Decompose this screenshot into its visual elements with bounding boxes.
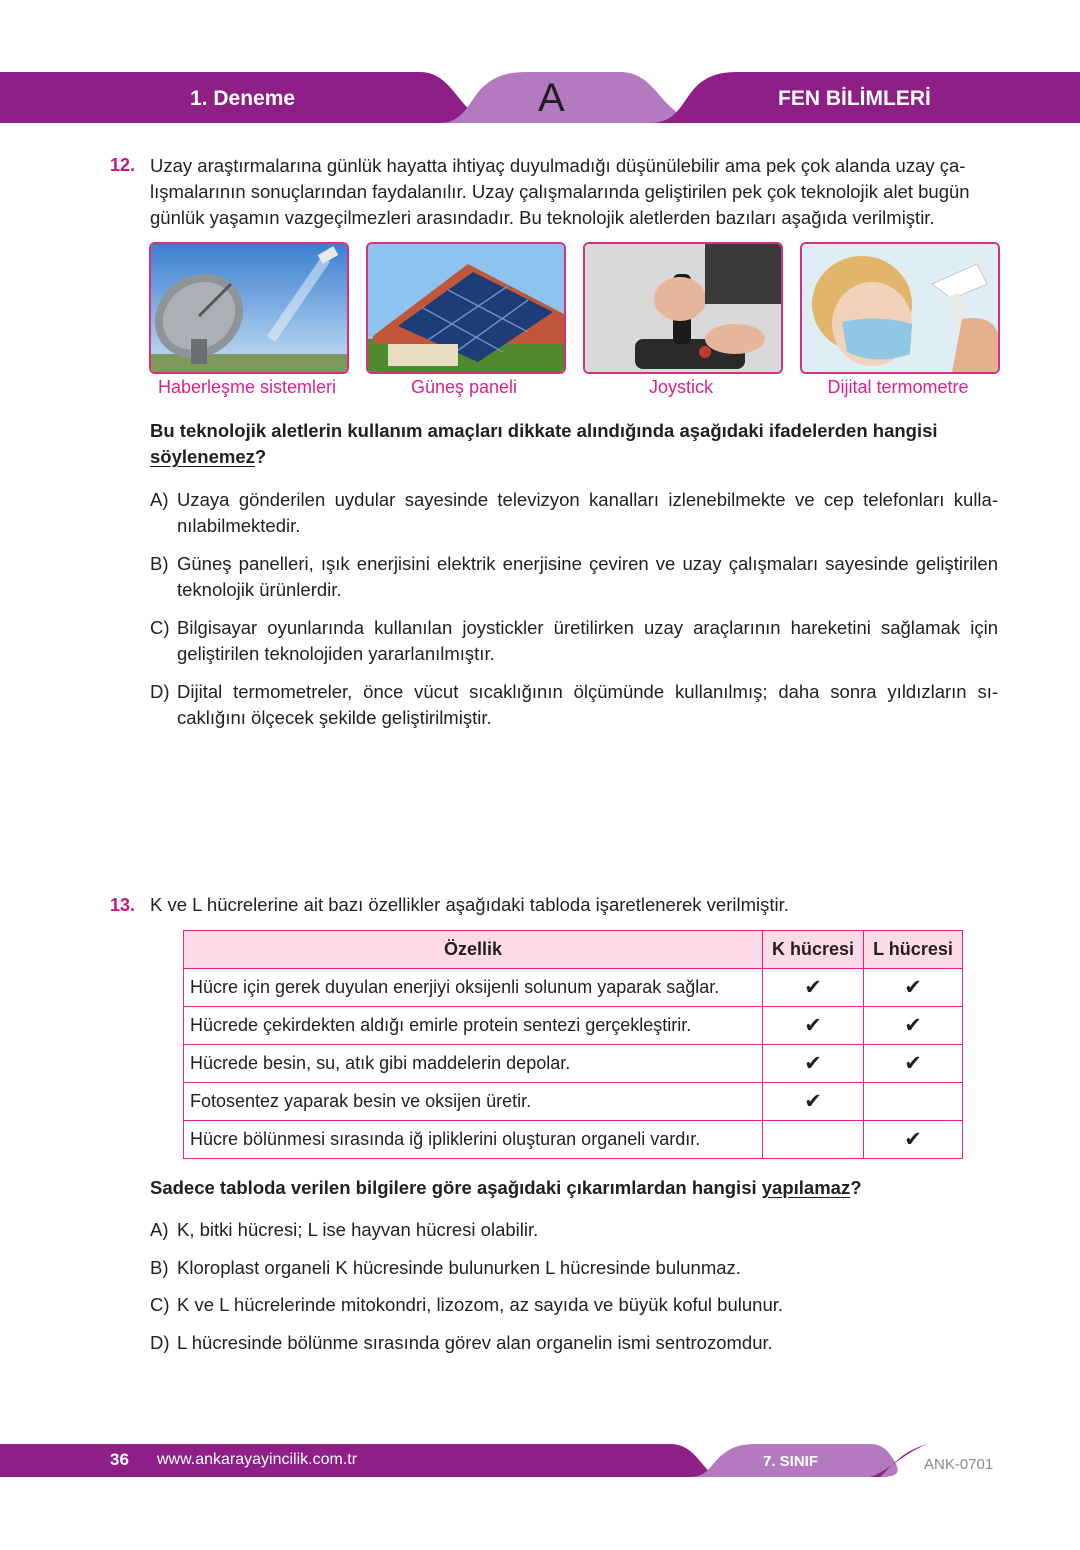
q12-intro-line: lışmalarının sonuçlarından faydalanılır. Uzay çalışmalarında geliştirilen pek çok teknolojik alet bugün — [150, 181, 970, 202]
option-letter: B) — [150, 553, 169, 574]
solar-panel-icon — [368, 244, 564, 372]
l-check-cell: ✔ — [864, 1045, 963, 1083]
picture-solar-panel — [366, 242, 566, 374]
q13-question — [150, 1175, 998, 1201]
option-letter: A) — [150, 489, 169, 510]
q12-question — [150, 418, 998, 470]
properties-table — [183, 930, 963, 1159]
property-cell: Fotosentez yaparak besin ve oksijen üretir. — [184, 1083, 763, 1121]
satellite-dish-icon — [151, 244, 347, 372]
q13-number: 13. — [110, 895, 136, 915]
q12-question-line: Bu teknolojik aletlerin kullanım amaçları dikkate alındığında aşağıdaki ifadelerden hangisi — [150, 420, 938, 441]
k-check-cell: ✔ — [763, 1007, 864, 1045]
header-right-title: FEN BİLİMLERİ — [778, 87, 931, 110]
q12-option-c[interactable] — [150, 615, 998, 667]
table-row — [184, 1083, 963, 1121]
option-letter: D) — [150, 1332, 170, 1353]
q13-option-d[interactable] — [150, 1330, 998, 1356]
joystick-icon — [585, 244, 781, 372]
q13-option-b[interactable] — [150, 1255, 998, 1281]
thermometer-icon — [802, 244, 998, 372]
property-cell: Hücre bölünmesi sırasında iğ ipliklerini oluşturan organeli vardır. — [184, 1121, 763, 1159]
table-row — [184, 1045, 963, 1083]
header-left-title: 1. Deneme — [190, 87, 296, 110]
website-link[interactable]: www.ankarayayincilik.com.tr — [157, 1451, 358, 1468]
caption-thermometer: Dijital termometre — [827, 377, 969, 397]
caption-joystick: Joystick — [648, 377, 713, 397]
k-check-cell — [763, 1121, 864, 1159]
k-check-cell: ✔ — [763, 969, 864, 1007]
l-check-cell: ✔ — [864, 1007, 963, 1045]
table-row — [184, 969, 963, 1007]
option-letter: C) — [150, 1294, 170, 1315]
option-text: K ve L hücrelerinde mitokondri, lizozom, az sayıda ve büyük koful bulunur. — [177, 1294, 784, 1315]
q12-option-b[interactable] — [150, 551, 998, 603]
q13-question-mark: ? — [850, 1177, 862, 1198]
picture-communication — [149, 242, 349, 374]
picture-thermometer — [800, 242, 1000, 374]
booklet-letter: A — [538, 76, 565, 120]
q13-option-a[interactable] — [150, 1217, 998, 1243]
q12-intro — [150, 153, 998, 231]
option-text: Bilgisayar oyunlarında kullanılan joystickler üretilirken uzay araçlarının hareketini sağlamak için geliştirilen teknolojiden yararlanılmıştır. — [177, 617, 998, 664]
property-cell: Hücre için gerek duyulan enerjiyi oksijenli solunum yaparak sağlar. — [184, 969, 763, 1007]
option-text: Uzaya gönderilen uydular sayesinde televizyon kanalları izlenebilmekte ve cep telefonları kulla-nılabilmektedir. — [177, 489, 998, 536]
option-text: K, bitki hücresi; L ise hayvan hücresi olabilir. — [177, 1219, 539, 1240]
page-number: 36 — [110, 1450, 129, 1469]
table-row — [184, 1007, 963, 1045]
table-header-row — [184, 931, 963, 969]
k-check-cell: ✔ — [763, 1045, 864, 1083]
option-text: Kloroplast organeli K hücresinde bulunurken L hücresinde bulunmaz. — [177, 1257, 741, 1278]
q13-intro: K ve L hücrelerine ait bazı özellikler aşağıdaki tabloda işaretlenerek verilmiştir. — [150, 894, 789, 915]
option-letter: D) — [150, 681, 170, 702]
option-text: Dijital termometreler, önce vücut sıcaklığının ölçümünde kullanılmış; daha sonra yıldızların sı-caklığını ölçecek şekilde geliştirilmiştir. — [177, 681, 998, 728]
q12-number: 12. — [110, 155, 136, 175]
q12-option-d[interactable] — [150, 679, 998, 731]
l-check-cell: ✔ — [864, 1121, 963, 1159]
caption-communication: Haberleşme sistemleri — [157, 377, 337, 397]
option-letter: A) — [150, 1219, 169, 1240]
option-text: L hücresinde bölünme sırasında görev alan organelin ismi sentrozomdur. — [177, 1332, 773, 1353]
l-check-cell: ✔ — [864, 969, 963, 1007]
q12-question-underlined: söylenemez — [150, 446, 255, 467]
q12-question-mark: ? — [254, 446, 267, 467]
header-l-cell: L hücresi — [864, 931, 963, 969]
q13-question-text: Sadece tabloda verilen bilgilere göre aşağıdaki çıkarımlardan hangisi — [150, 1177, 757, 1198]
q12-intro-line: Uzay araştırmalarına günlük hayatta ihtiyaç duyulmadığı düşünülebilir ama pek çok alanda uzay ça- — [150, 155, 966, 176]
header-k-cell: K hücresi — [763, 931, 864, 969]
option-text: Güneş panelleri, ışık enerjisini elektrik enerjisine çeviren ve uzay çalışmaları sayesinde geliştirilen teknolojik ürünlerdir. — [177, 553, 998, 600]
property-cell: Hücrede çekirdekten aldığı emirle protein sentezi gerçekleştirir. — [184, 1007, 763, 1045]
picture-joystick — [583, 242, 783, 374]
property-cell: Hücrede besin, su, atık gibi maddelerin depolar. — [184, 1045, 763, 1083]
booklet-code: ANK-0701 — [924, 1456, 994, 1473]
header-property: Özellik — [184, 931, 763, 969]
q13-option-c[interactable] — [150, 1292, 998, 1318]
option-letter: B) — [150, 1257, 169, 1278]
caption-solar-panel: Güneş paneli — [410, 377, 518, 397]
grade-label: 7. SINIF — [763, 1453, 819, 1470]
k-check-cell: ✔ — [763, 1083, 864, 1121]
q12-option-a[interactable] — [150, 487, 998, 539]
l-check-cell — [864, 1083, 963, 1121]
table-row — [184, 1121, 963, 1159]
q12-intro-line: günlük yaşamın vazgeçilmezleri arasındadır. Bu teknolojik aletlerden bazıları aşağıda verilmiştir. — [150, 207, 935, 228]
option-letter: C) — [150, 617, 170, 638]
q13-question-underlined: yapılamaz — [761, 1177, 851, 1198]
